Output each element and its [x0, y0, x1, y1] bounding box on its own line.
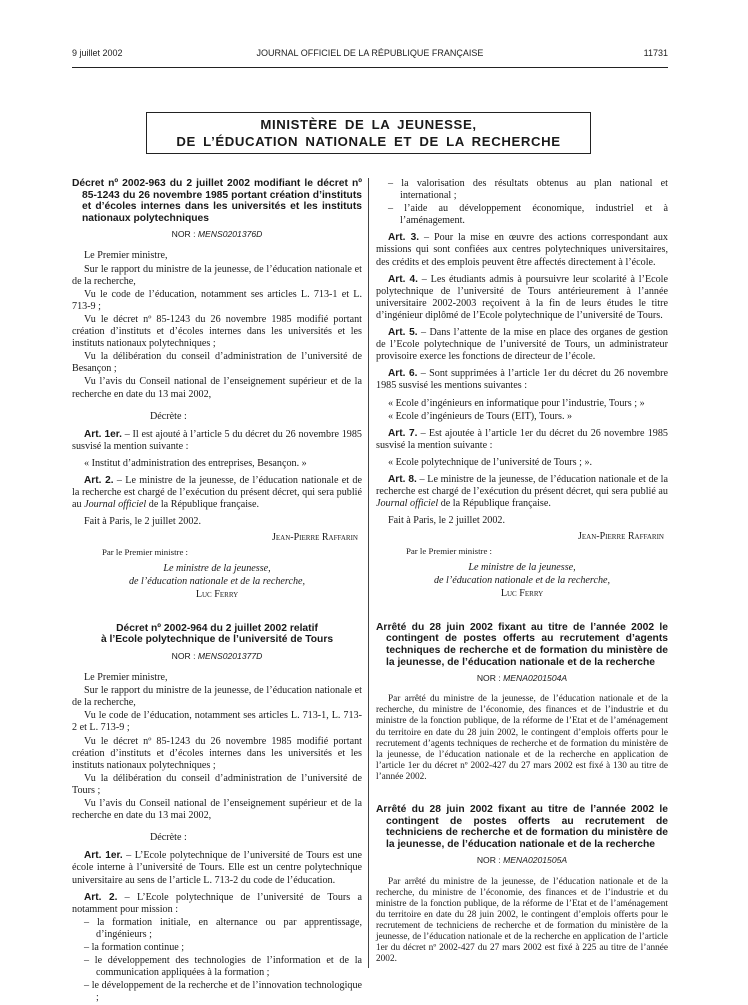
- preamble-line: Vu la délibération du conseil d’administration de l’université de Tours ;: [72, 772, 362, 796]
- mission-item: – l’aide au développement économique, industriel et à l’aménagement.: [388, 203, 668, 227]
- mission-item: – le développement des technologies de l’information et de la communication appliquées à la formation ;: [84, 955, 362, 979]
- preamble-line: Vu le décret nº 85-1243 du 26 novembre 1985 modifié portant création d’instituts et d’écoles internes dans les universités et les instituts nationaux polytechniques ;: [72, 735, 362, 771]
- journal-officiel-ref: Journal officiel: [84, 499, 147, 511]
- article-label: Art. 2.: [84, 474, 114, 486]
- article-label: Art. 4.: [388, 273, 418, 285]
- minister-title-line2: de l’éducation nationale et de la recherche,: [433, 574, 611, 586]
- article-text: – Est ajoutée à l’article 1er du décret du 26 novembre 1985 susvisé la mention suivante :: [376, 427, 668, 451]
- article-text: – Les étudiants admis à poursuivre leur scolarité à l’Ecole polytechnique de l’université de Tours antérieurement à l’année universitaire 2002-2003 reçoivent à la fin de leurs études le titre d’ingénieur diplômé de l’Ecole polytechnique de l’université de Tours.: [376, 273, 668, 321]
- mission-item: – la formation initiale, en alternance ou par apprentissage, d’ingénieurs ;: [84, 916, 362, 940]
- article-2: [72, 892, 362, 916]
- minister-signature: Luc Ferry: [195, 588, 239, 600]
- running-head: [72, 48, 668, 62]
- article-quote: « Ecole polytechnique de l’université de Tours ; ».: [388, 456, 593, 468]
- article-5: [376, 327, 668, 363]
- article-label: Art. 5.: [388, 327, 418, 339]
- preamble-line: Vu la délibération du conseil d’administration de l’université de Besançon ;: [72, 351, 362, 375]
- nor-label: NOR :: [171, 229, 196, 240]
- nor-reference: [72, 228, 362, 240]
- right-column: [376, 178, 668, 966]
- arrete-agents-techniques: [376, 622, 668, 783]
- article-text: – Sont supprimées à l’article 1er du décret du 26 novembre 1985 susvisé les mentions suivantes :: [376, 368, 668, 392]
- countersign-intro: Par le Premier ministre :: [102, 547, 188, 558]
- decree-2002-964-continued: [376, 178, 668, 600]
- article-8: [376, 474, 668, 510]
- journal-officiel-ref: Journal officiel: [376, 498, 439, 510]
- nor-code: MENS0201376D: [197, 229, 263, 240]
- article-quote: « Institut d’administration des entreprises, Besançon. »: [84, 457, 307, 469]
- article-label: Art. 8.: [388, 473, 417, 485]
- preamble-line: Sur le rapport du ministre de la jeunesse, de l’éducation nationale et de la recherche,: [72, 685, 362, 709]
- article-label: Art. 2.: [84, 891, 118, 903]
- article-label: Art. 3.: [388, 232, 420, 244]
- nor-label: NOR :: [476, 855, 501, 866]
- countersign-intro: Par le Premier ministre :: [406, 546, 492, 557]
- arrete-title: Arrêté du 28 juin 2002 fixant au titre de l’année 2002 le contingent de postes offerts au recrutement d’agents techniques de recherche et de formation du ministère de la jeunesse, de l’éducation nationale et de la recherche: [376, 621, 668, 668]
- column-divider: [368, 178, 369, 968]
- minister-signature: Luc Ferry: [500, 587, 544, 599]
- preamble-line: Vu le code de l’éducation, notamment ses articles L. 713-1 et L. 713-9 ;: [72, 288, 362, 312]
- arrete-body: Par arrêté du ministre de la jeunesse, de l’éducation nationale et de la recherche, du ministre de l’économie, des finances et de l’industrie et du ministre de la fonction publique, de la réforme de l’Etat et de l’aménagement du territoire en date du 28 juin 2002, le contingent d’emplois offerts pour le recrutement de techniciens de recherche et de formation du ministère de la jeunesse, de l’éducation nationale et de la recherche en application de l’article 1er du décret nº 2002-427 du 27 mars 2002 est fixé à 225 au titre de l’année 2002.: [376, 876, 668, 965]
- article-quote: « Ecole d’ingénieurs de Tours (EIT), Tours. »: [388, 410, 573, 422]
- left-column: [72, 178, 362, 1005]
- decrete-heading: Décrète :: [150, 410, 187, 422]
- article-text: – Pour la mise en œuvre des actions correspondant aux missions qui sont confiées aux centres polytechniques universitaires, des crédits et des emplois peuvent être affectés directement à l’école.: [376, 232, 668, 268]
- ministry-heading-line1: MINISTÈRE DE LA JEUNESSE,: [260, 117, 477, 132]
- preamble-line: Vu l’avis du Conseil national de l’enseignement supérieur et de la recherche en date du 13 mai 2002,: [72, 798, 362, 822]
- nor-reference: [72, 650, 362, 662]
- ministry-heading-box: [146, 112, 591, 154]
- journal-title: JOURNAL OFFICIEL DE LA RÉPUBLIQUE FRANÇAISE: [256, 48, 484, 58]
- arrete-title: Arrêté du 28 juin 2002 fixant au titre de l’année 2002 le contingent de postes offerts au recrutement de techniciens de recherche et de formation du ministère de la jeunesse, de l’éducation nationale et de la recherche: [376, 804, 668, 850]
- arrete-techniciens: [376, 804, 668, 965]
- header-rule: [72, 67, 668, 68]
- preamble-line: Sur le rapport du ministre de la jeunesse, de l’éducation nationale et de la recherche,: [72, 263, 362, 287]
- mission-item: – la valorisation des résultats obtenus au plan national et international ;: [388, 178, 668, 202]
- mission-item: – le développement de la recherche et de l’innovation technologique ;: [84, 980, 362, 1004]
- minister-title-line1: Le ministre de la jeunesse,: [163, 562, 271, 574]
- article-1: [72, 850, 362, 886]
- preamble-line: Vu le code de l’éducation, notamment ses articles L. 713-1, L. 713-2 et L. 713-9 ;: [72, 710, 362, 734]
- nor-label: NOR :: [171, 651, 196, 661]
- minister-title-line2: de l’éducation nationale et de la recherche,: [128, 575, 306, 587]
- decree-title-line2: à l’Ecole polytechnique de l’université de Tours: [100, 634, 334, 646]
- nor-label: NOR :: [476, 673, 501, 684]
- preamble-line: Le Premier ministre,: [84, 672, 168, 684]
- article-text: – Dans l’attente de la mise en place des organes de gestion de l’Ecole polytechnique de l’université de Tours, un administrateur provisoire exerce les fonctions de directeur de l’école.: [376, 327, 668, 363]
- article-text: de la République française.: [438, 498, 551, 510]
- article-4: [376, 274, 668, 322]
- decree-2002-963: [72, 178, 362, 601]
- article-text: – L’Ecole polytechnique de l’université de Tours a notamment pour mission :: [72, 891, 362, 915]
- article-1: [72, 429, 362, 453]
- article-text: – Le ministre de la jeunesse, de l’éducation nationale et de la recherche est chargé de l’exécution du présent décret, qui sera publié au: [72, 474, 362, 511]
- prime-minister-signature: Jean-Pierre Raffarin: [272, 532, 358, 544]
- page-number: 11731: [643, 48, 668, 58]
- decree-2002-964: [72, 623, 362, 1005]
- ministry-heading-line2: DE L’ÉDUCATION NATIONALE ET DE LA RECHERCHE: [176, 134, 561, 149]
- preamble-line: Vu le décret nº 85-1243 du 26 novembre 1985 modifié portant création d’instituts et d’écoles internes dans les universités et les instituts nationaux polytechniques ;: [72, 313, 362, 350]
- decree-title-line1: Décret nº 2002-964 du 2 juillet 2002 relatif: [116, 622, 318, 634]
- decree-title: Décret nº 2002-963 du 2 juillet 2002 modifiant le décret nº 85-1243 du 26 novembre 1985 portant création d’instituts et d’écoles internes dans les universités et les instituts nationaux polytechniques: [72, 178, 362, 224]
- article-label: Art. 1er.: [84, 428, 122, 440]
- mission-item: – la formation continue ;: [84, 941, 185, 953]
- arrete-body: Par arrêté du ministre de la jeunesse, de l’éducation nationale et de la recherche, du ministre de l’économie, des finances et de l’industrie et du ministre de la fonction publique, de la réforme de l’Etat et de l’aménagement du territoire en date du 28 juin 2002, le contingent d’emplois offerts pour le recrutement d’agents techniques de recherche et de formation du ministère de la jeunesse, de l’éducation nationale et de la recherche en application de l’article 1er du décret nº 2002-427 du 27 mars 2002 est fixé à 130 au titre de l’année 2002.: [376, 694, 668, 782]
- article-label: Art. 7.: [388, 427, 418, 439]
- decrete-heading: Décrète :: [150, 832, 187, 844]
- issue-date: 9 juillet 2002: [72, 48, 123, 58]
- article-text: de la République française.: [146, 499, 259, 511]
- nor-reference: [376, 854, 668, 866]
- minister-title-line1: Le ministre de la jeunesse,: [468, 561, 576, 573]
- article-quote: « Ecole d’ingénieurs en informatique pour l’industrie, Tours ; »: [388, 397, 645, 409]
- preamble-line: Le Premier ministre,: [84, 250, 168, 262]
- nor-code: MENS0201377D: [197, 651, 263, 661]
- prime-minister-signature: Jean-Pierre Raffarin: [578, 531, 664, 543]
- nor-code: MENA0201505A: [503, 855, 568, 866]
- article-text: – Il est ajouté à l’article 5 du décret du 26 novembre 1985 susvisé la mention suivante :: [72, 428, 362, 452]
- decree-title: [72, 623, 362, 646]
- signing-place-date: Fait à Paris, le 2 juillet 2002.: [388, 515, 505, 527]
- article-label: Art. 6.: [388, 368, 418, 380]
- nor-code: MENA0201504A: [503, 673, 568, 684]
- signing-place-date: Fait à Paris, le 2 juillet 2002.: [84, 516, 201, 528]
- article-text: – Le ministre de la jeunesse, de l’éducation nationale et de la recherche est chargé de l’exécution du présent décret, qui sera publié au: [376, 473, 668, 498]
- preamble-line: Vu l’avis du Conseil national de l’enseignement supérieur et de la recherche en date du 13 mai 2002,: [72, 376, 362, 400]
- article-7: [376, 428, 668, 452]
- article-label: Art. 1er.: [84, 850, 123, 862]
- article-6: [376, 368, 668, 392]
- nor-reference: [376, 672, 668, 684]
- article-3: [376, 232, 668, 268]
- article-text: – L’Ecole polytechnique de l’université de Tours est une école interne à l’université de Tours. Elle est un centre polytechnique universitaire au sens de l’article L. 713-2 du code de l’éducation.: [72, 850, 362, 886]
- article-2: [72, 475, 362, 511]
